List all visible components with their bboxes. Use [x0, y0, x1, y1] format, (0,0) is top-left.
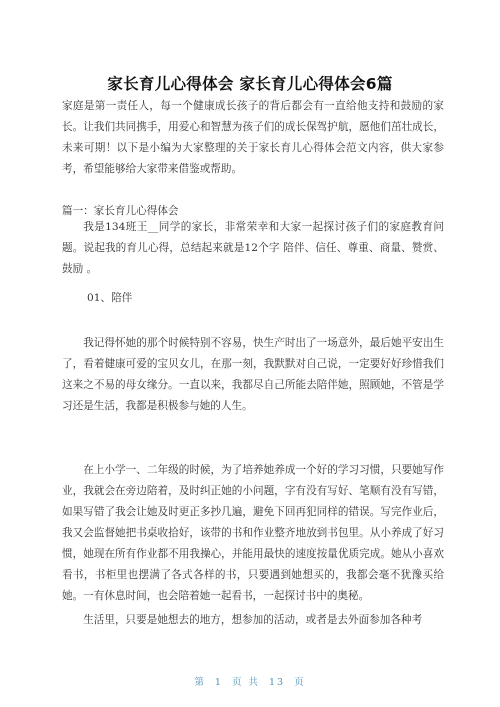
sub1-paragraph-2: 在上小学一、二年级的时候，为了培养她养成一个好的学习习惯，只要她写作业，我就会在旁边陪着，及时纠正她的小问题，字有没有写好、笔顺有没有写错，如果写错了我会让她及时更正多抄几遍，避免下回再犯同样的错误。写完作业后，我又会监督她把书桌收拾好，该带的书和作业整齐地放到书包里。从小养成了好习惯，她现在所有作业都不用我操心，并能用最快的速度按量优质完成。她从小喜欢看书，书柜里也摆满了各式各样的书，只要遇到她想买的，我都会毫不犹豫买给她。一有休息时间，也会陪着她一起看书，一起探讨书中的奥秘。: [62, 464, 444, 602]
intro-paragraph-block: [62, 96, 444, 180]
sub1-paragraph-3: 生活里，只要是她想去的地方，想参加的活动，或者是去外面参加各种考: [83, 614, 423, 626]
intro-paragraph: 家庭是第一责任人，每一个健康成长孩子的背后都会有一直给他支持和鼓励的家长。让我们共同携手，用爱心和智慧为孩子们的成长保驾护航，愿他们茁壮成长，未来可期！以下是小编为大家整理的关于家长育儿心得体会范文内容，供大家参考，希望能够给大家带来借鉴或帮助。: [62, 100, 444, 175]
section1-paragraph: 我是134班王__同学的家长，非常荣幸和大家一起探讨孩子们的家庭教育问题。说起我的育儿心得，总结起来就是12个字 陪伴、信任、尊重、商量、赞赏、鼓励 。: [62, 221, 444, 275]
footer-middle: 页 共: [231, 677, 260, 688]
page-title: 家长育儿心得体会 家长育儿心得体会6篇: [107, 75, 393, 93]
sub1-paragraph-1: 我记得怀她的那个时候特别不容易，快生产时出了一场意外，最后她平安出生了，看着健康可爱的宝贝女儿，在那一刻，我默默对自己说，一定要好好珍惜我们这来之不易的母女缘分。一直以来，我都尽自己所能去陪伴她，照顾她，不管是学习还是生活，我都是积极参与她的人生。: [62, 337, 444, 412]
sub1-heading: 01、陪伴: [87, 292, 133, 304]
footer-suffix: 页: [294, 677, 306, 688]
footer-prefix: 第: [194, 677, 206, 688]
footer-page-number: 1: [214, 677, 223, 688]
sub1-paragraph-1-block: [62, 333, 444, 417]
sub1-paragraph-3-block: [62, 610, 444, 631]
section1-heading: 篇一：家长育儿心得体会: [62, 205, 179, 217]
page-footer: [0, 674, 500, 688]
footer-total-pages: 13: [269, 677, 286, 688]
sub1-paragraph-2-block: [62, 460, 444, 607]
section1-paragraph-block: [62, 217, 444, 280]
